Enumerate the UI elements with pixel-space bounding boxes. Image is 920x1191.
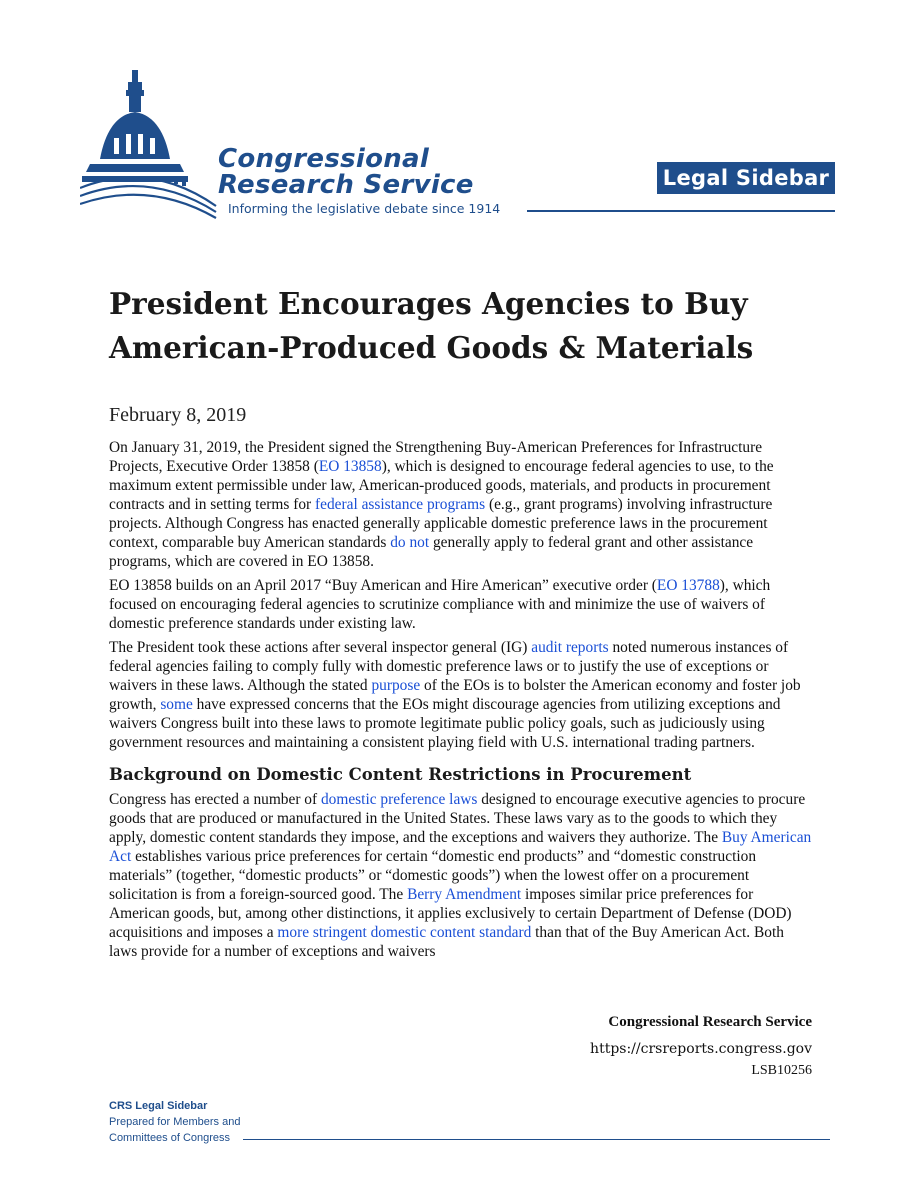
footer-label-line3: Committees of Congress xyxy=(109,1132,231,1144)
footer-label-line2: Prepared for Members and xyxy=(109,1116,241,1128)
link-purpose[interactable]: purpose xyxy=(371,677,421,694)
publication-date: February 8, 2019 xyxy=(109,404,247,426)
footer-report-code: LSB10256 xyxy=(751,1063,812,1078)
tagline: Informing the legislative debate since 1914 xyxy=(228,201,501,216)
text: ), which is designed to encourage federal agencies to use, to the maximum extent permissible under law, American-produced goods, materials, and products in procurement contracts and in setting terms for xyxy=(109,458,774,513)
paragraph-3 xyxy=(109,638,814,752)
text: than that of the Buy American Act. Both laws provide for a number of exceptions and waivers xyxy=(109,924,784,960)
paragraph-4 xyxy=(109,790,814,961)
text: Congress has erected a number of xyxy=(109,791,321,808)
link-federal-assistance-programs[interactable]: federal assistance programs xyxy=(315,496,486,513)
link-eo-13858[interactable]: EO 13858 xyxy=(318,458,382,475)
text: generally apply to federal grant and other assistance programs, which are covered in EO 13858. xyxy=(109,534,754,570)
org-name-line1: Congressional xyxy=(218,144,430,174)
footer-org: Congressional Research Service xyxy=(608,1014,812,1030)
link-more-stringent-standard[interactable]: more stringent domestic content standard xyxy=(277,924,532,941)
link-some[interactable]: some xyxy=(160,696,193,713)
article-body xyxy=(109,438,814,966)
text: The President took these actions after several inspector general (IG) xyxy=(109,639,532,656)
footer-label-title: CRS Legal Sidebar xyxy=(109,1100,208,1112)
text: have expressed concerns that the EOs might discourage agencies from utilizing exceptions and waivers Congress built into these laws to promote legitimate public policy goals, such as judiciously using government resources and maintaining a consistent playing field with U.S. international trading partners. xyxy=(109,696,781,751)
capitol-dome-icon xyxy=(80,64,220,224)
text: imposes similar price preferences for American goods, but, among other distinctions, it applies exclusively to certain Department of Defense (DOD) acquisitions and imposes a xyxy=(109,886,792,941)
footer-url[interactable]: https://crsreports.congress.gov xyxy=(590,1041,812,1057)
text: noted numerous instances of federal agencies failing to comply fully with domestic preference laws or to justify the use of exceptions or waivers in these laws. Although the stated xyxy=(109,639,789,694)
paragraph-1 xyxy=(109,438,814,571)
link-audit-reports[interactable]: audit reports xyxy=(531,639,609,656)
link-domestic-preference-laws[interactable]: domestic preference laws xyxy=(320,791,478,808)
footer-rule xyxy=(243,1139,830,1140)
org-name-line2: Research Service xyxy=(218,170,474,200)
text: EO 13858 builds on an April 2017 “Buy American and Hire American” executive order ( xyxy=(109,577,657,594)
text: of the EOs is to bolster the American economy and foster job growth, xyxy=(109,677,801,713)
text: ), which focused on encouraging federal agencies to scrutinize compliance with and minimize the use of waivers of domestic preference standards under existing law. xyxy=(109,577,771,632)
text: designed to encourage executive agencies to procure goods that are produced or manufactured in the United States. These laws vary as to the goods to which they apply, domestic content standards they impose, and the exceptions and waivers they authorize. The xyxy=(109,791,806,846)
link-berry-amendment[interactable]: Berry Amendment xyxy=(407,886,522,903)
page-title: President Encourages Agencies to Buy American-Produced Goods & Materials xyxy=(109,286,754,365)
crs-logo xyxy=(80,64,550,224)
text: establishes various price preferences for certain “domestic end products” and “domestic construction materials” (together, “domestic products” or “domestic goods”) when the lowest offer on a procurement solicitation is from a foreign-sourced good. The xyxy=(109,848,757,903)
text: On January 31, 2019, the President signed the Strengthening Buy-American Preferences for Infrastructure Projects, Executive Order 13858 ( xyxy=(109,439,763,475)
footer-label xyxy=(109,1098,240,1146)
section-heading: Background on Domestic Content Restrictions in Procurement xyxy=(109,765,692,784)
legal-sidebar-badge: Legal Sidebar xyxy=(657,162,835,194)
paragraph-2 xyxy=(109,576,814,633)
link-do-not[interactable]: do not xyxy=(390,534,430,551)
link-eo-13788[interactable]: EO 13788 xyxy=(656,577,720,594)
header-rule xyxy=(527,210,835,212)
link-buy-american-act[interactable]: Buy American Act xyxy=(109,829,812,865)
text: (e.g., grant programs) involving infrastructure projects. Although Congress has enacted generally applicable domestic preference laws in the procurement context, comparable buy American standards xyxy=(109,496,773,551)
